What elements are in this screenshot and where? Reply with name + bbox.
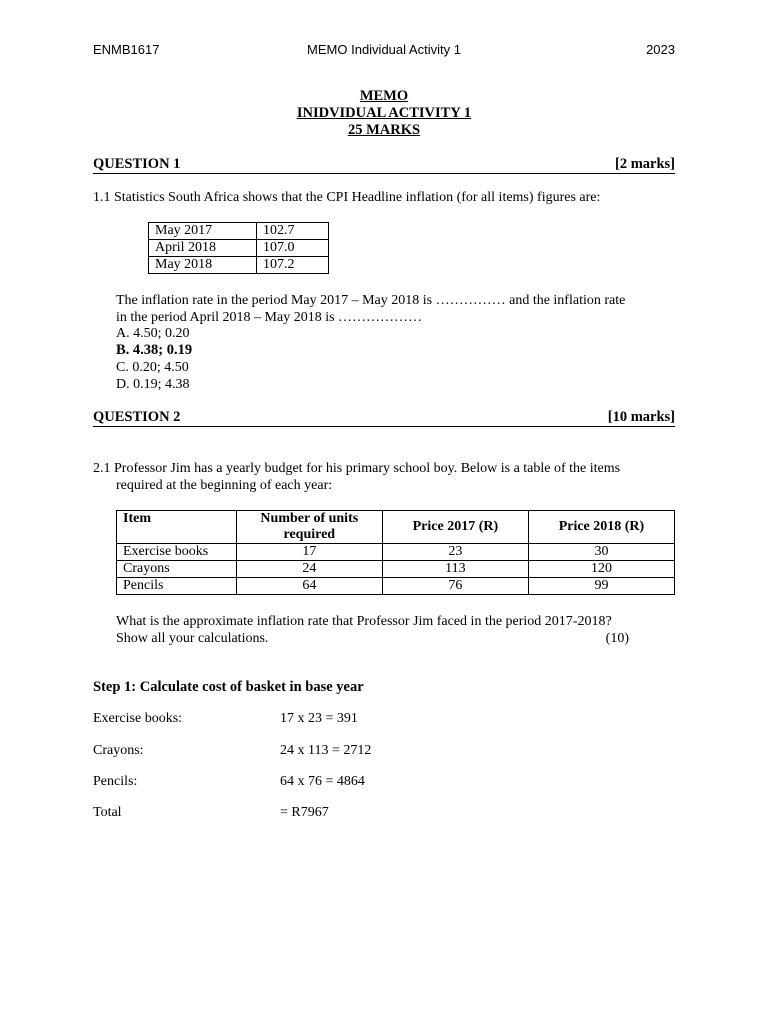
cpi-value: 107.2 (257, 257, 329, 274)
question-1-text-line1: The inflation rate in the period May 2017 – May 2018 is …………… and the inflation rate (116, 293, 626, 308)
table-row (149, 223, 329, 240)
col-header-item: Item (117, 511, 237, 544)
title-memo: MEMO (359, 88, 409, 104)
table-row (149, 257, 329, 274)
question-2-marks-inline: (10) (605, 631, 629, 646)
option-d: D. 0.19; 4.38 (116, 377, 190, 392)
calc-value: 64 x 76 = 4864 (280, 774, 365, 789)
table-row (117, 561, 675, 578)
question-2-intro-line2: required at the beginning of each year: (116, 478, 333, 493)
question-2-label: QUESTION 2 (93, 409, 181, 425)
budget-table (116, 510, 675, 595)
question-2-intro-line1: 2.1 Professor Jim has a yearly budget for his primary school boy. Below is a table of the items (93, 461, 621, 476)
calc-total-label: Total (93, 805, 122, 820)
question-1-label: QUESTION 1 (93, 156, 181, 172)
question-1-marks: [2 marks] (614, 156, 675, 172)
cpi-period: May 2018 (149, 257, 257, 274)
cell-item: Pencils (117, 578, 237, 595)
question-1-intro: 1.1 Statistics South Africa shows that the CPI Headline inflation (for all items) figures are: (93, 190, 601, 205)
question-2-heading (93, 409, 675, 427)
table-row (149, 240, 329, 257)
col-header-price-2018: Price 2018 (R) (528, 511, 674, 544)
cpi-period: April 2018 (149, 240, 257, 257)
cell-units: 64 (236, 578, 382, 595)
col-header-price-2017: Price 2017 (R) (382, 511, 528, 544)
option-b-correct: B. 4.38; 0.19 (116, 342, 193, 358)
cpi-value: 102.7 (257, 223, 329, 240)
cell-price-2018: 30 (528, 544, 674, 561)
table-row (117, 544, 675, 561)
question-1-text-line2: in the period April 2018 – May 2018 is ……………… (116, 310, 423, 325)
header-doc-title: MEMO Individual Activity 1 (307, 42, 461, 57)
cell-price-2017: 23 (382, 544, 528, 561)
question-1-heading (93, 156, 675, 174)
option-c: C. 0.20; 4.50 (116, 360, 189, 375)
step-1-heading: Step 1: Calculate cost of basket in base year (93, 679, 364, 695)
title-activity: INIDVIDUAL ACTIVITY 1 (296, 105, 472, 121)
cell-item: Exercise books (117, 544, 237, 561)
col-header-units: Number of units required (236, 511, 382, 544)
question-2-marks: [10 marks] (607, 409, 675, 425)
table-header-row (117, 511, 675, 544)
table-row (117, 578, 675, 595)
cell-units: 17 (236, 544, 382, 561)
calc-label: Pencils: (93, 774, 138, 789)
calc-label: Crayons: (93, 743, 144, 758)
header-course-code: ENMB1617 (93, 42, 160, 57)
cell-units: 24 (236, 561, 382, 578)
calc-total-value: = R7967 (280, 805, 329, 820)
calc-value: 24 x 113 = 2712 (280, 743, 372, 758)
cell-price-2017: 113 (382, 561, 528, 578)
cpi-value: 107.0 (257, 240, 329, 257)
calc-value: 17 x 23 = 391 (280, 711, 358, 726)
cell-price-2018: 120 (528, 561, 674, 578)
header-year: 2023 (646, 42, 675, 57)
cpi-period: May 2017 (149, 223, 257, 240)
option-a: A. 4.50; 0.20 (116, 326, 190, 341)
title-marks: 25 MARKS (347, 122, 421, 138)
cell-price-2017: 76 (382, 578, 528, 595)
question-2-text-line1: What is the approximate inflation rate that Professor Jim faced in the period 2017-2018? (116, 614, 612, 629)
cell-item: Crayons (117, 561, 237, 578)
cpi-table (148, 222, 329, 274)
cell-price-2018: 99 (528, 578, 674, 595)
question-2-text-line2: Show all your calculations. (116, 631, 269, 646)
calc-label: Exercise books: (93, 711, 183, 726)
